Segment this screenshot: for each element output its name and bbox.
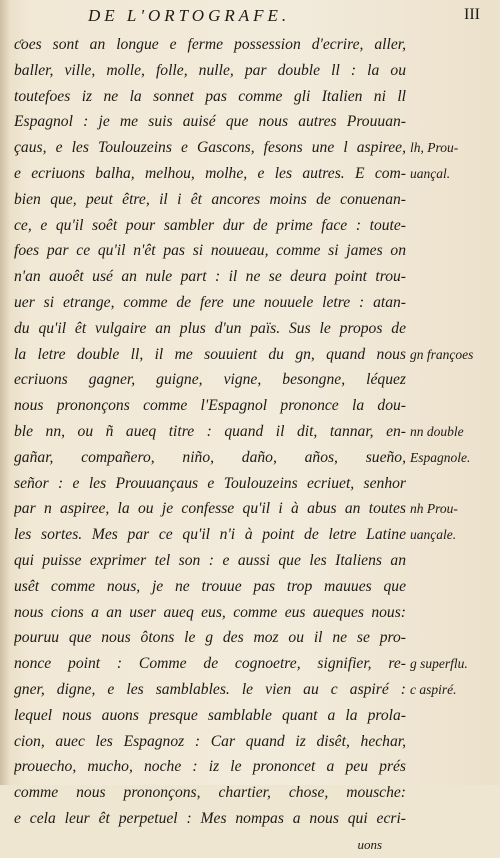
margin-note: lh, Prou- xyxy=(410,140,459,156)
text-line: uons xyxy=(357,836,382,852)
text-line: pouruu que nous ôtons le g des moz ou il ne se pro- xyxy=(14,629,406,647)
text-line: çaus, e les Toulouzeins e Gascons, fesons une l aspiree, xyxy=(14,139,406,157)
text-line: e ecriuons balha, melhou, molhe, e les autres. E com- xyxy=(14,164,406,182)
text-line: usêt comme nous, je ne trouue pas trop mauues que xyxy=(14,577,406,595)
text-line: n'an auoêt usé an nule part : il ne se deura point trou- xyxy=(14,268,406,286)
text-line: bien que, peut être, il i êt ancores moins de conuenan- xyxy=(14,190,406,208)
margin-note: uançal. xyxy=(410,166,451,181)
margin-note: uançale. xyxy=(410,527,457,543)
text-line: comme nous prononçons, chartier, chose, mousche: xyxy=(14,784,406,802)
text-line: e cela leur êt perpetuel : Mes nompas a nous qui ecri- xyxy=(14,809,406,827)
text-line: gañar, compañero, niño, daño, años, sueño, xyxy=(14,448,406,466)
text-line: nous cions a an user aueq eus, comme eus aueques nous: xyxy=(14,603,406,621)
body-text xyxy=(14,32,406,858)
margin-note: nn double xyxy=(410,424,464,439)
text-line: ecriuons gagner, guigne, vigne, besongne, léquez xyxy=(14,371,406,389)
text-line: señor : e les Prouuançaus e Toulouzeins ecriuet, senhor xyxy=(14,474,406,492)
text-line: lequel nous auons presque samblable quant a la prola- xyxy=(14,706,406,724)
text-line: prouecho, mucho, noche : iz le prononcet a peu prés xyxy=(14,758,406,776)
text-line: gner, digne, e les samblables. le vien au c aspiré : xyxy=(14,680,406,698)
page-header xyxy=(0,6,500,30)
margin-note: g superflu. xyxy=(410,656,468,672)
text-line: toutefoes iz ne la sonnet pas comme gli Italien ni ll xyxy=(14,87,406,105)
margin-note: gn françoes xyxy=(410,346,474,362)
text-line: cion, auec les Espagnoz : Car quand iz disêt, hechar, xyxy=(14,732,406,750)
text-line: par n aspiree, la ou je confesse qu'il i à abus an toutes xyxy=(14,500,406,518)
text-line: ble nn, ou ñ aueq titre : quand il dit, tannar, en- xyxy=(14,422,406,440)
text-line: ƈoes sont an longue e ferme possession d'ecrire, aller, xyxy=(14,36,406,53)
margin-note: c aspiré. xyxy=(410,682,457,697)
text-line: les sortes. Mes par ce qu'il n'i à point de letre Latine xyxy=(14,526,406,544)
text-line: Espagnol : je me suis auisé que nous autres Prouuan- xyxy=(14,113,406,131)
page-number: III xyxy=(464,6,480,23)
text-line: ce, e qu'il soêt pour sambler dur de prime face : toute- xyxy=(14,216,406,234)
text-line: nonce point : Comme de cognoetre, signifier, re- xyxy=(14,655,406,673)
text-line: uer si etrange, comme de fere une nouuele letre : atan- xyxy=(14,293,406,311)
text-line: qui puisse exprimer tel son : e aussi que les Italiens an xyxy=(14,551,406,569)
text-line: baller, ville, molle, folle, nulle, par double ll : la ou xyxy=(14,61,406,79)
text-line: la letre double ll, il me souuient du gn, quand nous xyxy=(14,345,406,363)
text-line: nous prononçons comme l'Espagnol prononce la dou- xyxy=(14,397,406,415)
text-line: foes par ce qu'il n'êt pas si nouueau, comme si james on xyxy=(14,242,406,260)
running-head: DE L'ORTOGRAFE. xyxy=(88,6,291,25)
margin-note: nh Prou- xyxy=(410,501,458,517)
page-gutter-shadow xyxy=(0,0,10,785)
text-line: du qu'il êt vulgaire an plus d'un païs. Sus le propos de xyxy=(14,319,406,337)
margin-note: Espagnole. xyxy=(410,449,471,465)
